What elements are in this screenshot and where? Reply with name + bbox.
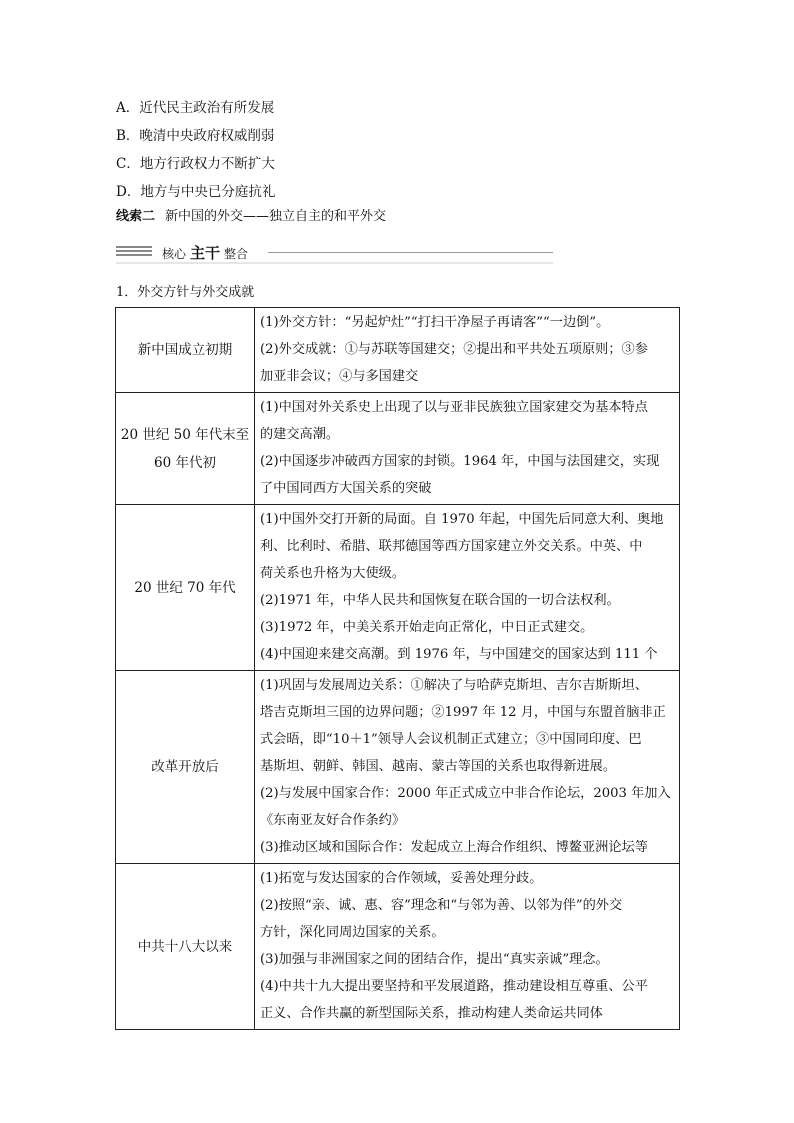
content-line: (2)1971 年，中华人民共和国恢复在联合国的一切合法权利。	[260, 593, 620, 608]
content-line: (2)与发展中国家合作：2000 年正式成立中非合作论坛，2003 年加入	[260, 786, 671, 801]
clue-heading	[116, 205, 386, 224]
content-cell	[255, 505, 680, 671]
content-line: 方针，深化同周边国家的关系。	[260, 925, 445, 940]
banner-part1: 核心	[162, 247, 187, 261]
period-label: 20 世纪 50 年代末至	[120, 426, 250, 443]
content-line: 荷关系也升格为大使级。	[260, 566, 406, 581]
table-row	[116, 393, 680, 505]
period-label: 改革开放后	[151, 759, 219, 775]
banner-underline	[116, 262, 553, 264]
banner-rule	[268, 252, 553, 253]
period-label: 60 年代初	[154, 454, 216, 471]
content-line: (2)按照“亲、诚、惠、容”理念和“与邻为善、以邻为伴”的外交	[260, 898, 623, 913]
clue-title: 新中国的外交——独立自主的和平外交	[165, 209, 387, 224]
content-line: 的建交高潮。	[260, 427, 340, 442]
table-row	[116, 864, 680, 1030]
content-cell	[255, 864, 680, 1030]
content-line: (3)1972 年，中美关系开始走向正常化，中日正式建交。	[260, 620, 594, 635]
table-row	[116, 505, 680, 671]
banner-part3: 整合	[224, 247, 249, 261]
period-label: 新中国成立初期	[137, 342, 233, 358]
content-line: 正义、合作共赢的新型国际关系，推动构建人类命运共同体	[260, 1006, 603, 1021]
period-cell	[116, 393, 255, 505]
diplomacy-table	[115, 307, 680, 1030]
section-title: 1．外交方针与外交成就	[116, 285, 255, 300]
period-cell	[116, 505, 255, 671]
table-row	[116, 308, 680, 393]
content-line: 塔吉克斯坦三国的边界问题；②1997 年 12 月，中国与东盟首脑非正	[260, 705, 666, 720]
option-b[interactable]: B．晚清中央政府权威削弱	[116, 128, 275, 144]
content-line: (1)巩固与发展周边关系：①解决了与哈萨克斯坦、吉尔吉斯斯坦、	[260, 678, 648, 693]
section-banner	[116, 236, 436, 266]
content-line: (2)外交成就：①与苏联等国建交；②提出和平共处五项原则；③参	[260, 342, 648, 357]
banner-stripes-icon	[116, 246, 152, 258]
option-d[interactable]: D．地方与中央已分庭抗礼	[116, 184, 276, 200]
content-line: 加亚非会议；④与多国建交	[260, 369, 419, 384]
option-c[interactable]: C．地方行政权力不断扩大	[116, 156, 275, 172]
content-line: (4)中国迎来建交高潮。到 1976 年，与中国建交的国家达到 111 个	[260, 647, 658, 662]
content-cell	[255, 671, 680, 864]
content-line: 了中国同西方大国关系的突破	[260, 481, 432, 496]
content-line: (3)加强与非洲国家之间的团结合作，提出“真实亲诚”理念。	[260, 952, 609, 967]
content-line: (1)拓宽与发达国家的合作领域，妥善处理分歧。	[260, 871, 543, 886]
content-line: 《东南亚友好合作条约》	[260, 813, 406, 828]
content-line: (3)推动区域和国际合作：发起成立上海合作组织、博鳌亚洲论坛等	[260, 840, 648, 855]
content-line: (1)外交方针：“另起炉灶”“打扫干净屋子再请客”“一边倒”。	[260, 315, 610, 330]
content-cell	[255, 308, 680, 393]
period-cell	[116, 671, 255, 864]
content-cell	[255, 393, 680, 505]
content-line: (4)中共十九大提出要坚持和平发展道路，推动建设相互尊重、公平	[260, 979, 648, 994]
banner-title	[162, 242, 248, 263]
period-cell	[116, 308, 255, 393]
content-line: (1)中国外交打开新的局面。自 1970 年起，中国先后同意大利、奥地	[260, 512, 664, 527]
answer-options	[116, 94, 275, 206]
content-line: 式会晤，即“10＋1”领导人会议机制正式建立；③中国同印度、巴	[260, 732, 642, 747]
period-label: 中共十八大以来	[137, 938, 233, 955]
content-line: 基斯坦、朝鲜、韩国、越南、蒙古等国的关系也取得新进展。	[260, 759, 617, 774]
clue-tag: 线索二	[116, 209, 156, 224]
option-a[interactable]: A．近代民主政治有所发展	[116, 100, 275, 116]
table-row	[116, 671, 680, 864]
content-line: 利、比利时、希腊、联邦德国等西方国家建立外交关系。中英、中	[260, 539, 643, 554]
content-line: (1)中国对外关系史上出现了以与亚非民族独立国家建交为基本特点	[260, 400, 648, 415]
content-line: (2)中国逐步冲破西方国家的封锁。1964 年，中国与法国建交，实现	[260, 454, 660, 469]
period-cell	[116, 864, 255, 1030]
period-label: 20 世纪 70 年代	[134, 579, 236, 596]
banner-part2: 主干	[190, 244, 221, 262]
